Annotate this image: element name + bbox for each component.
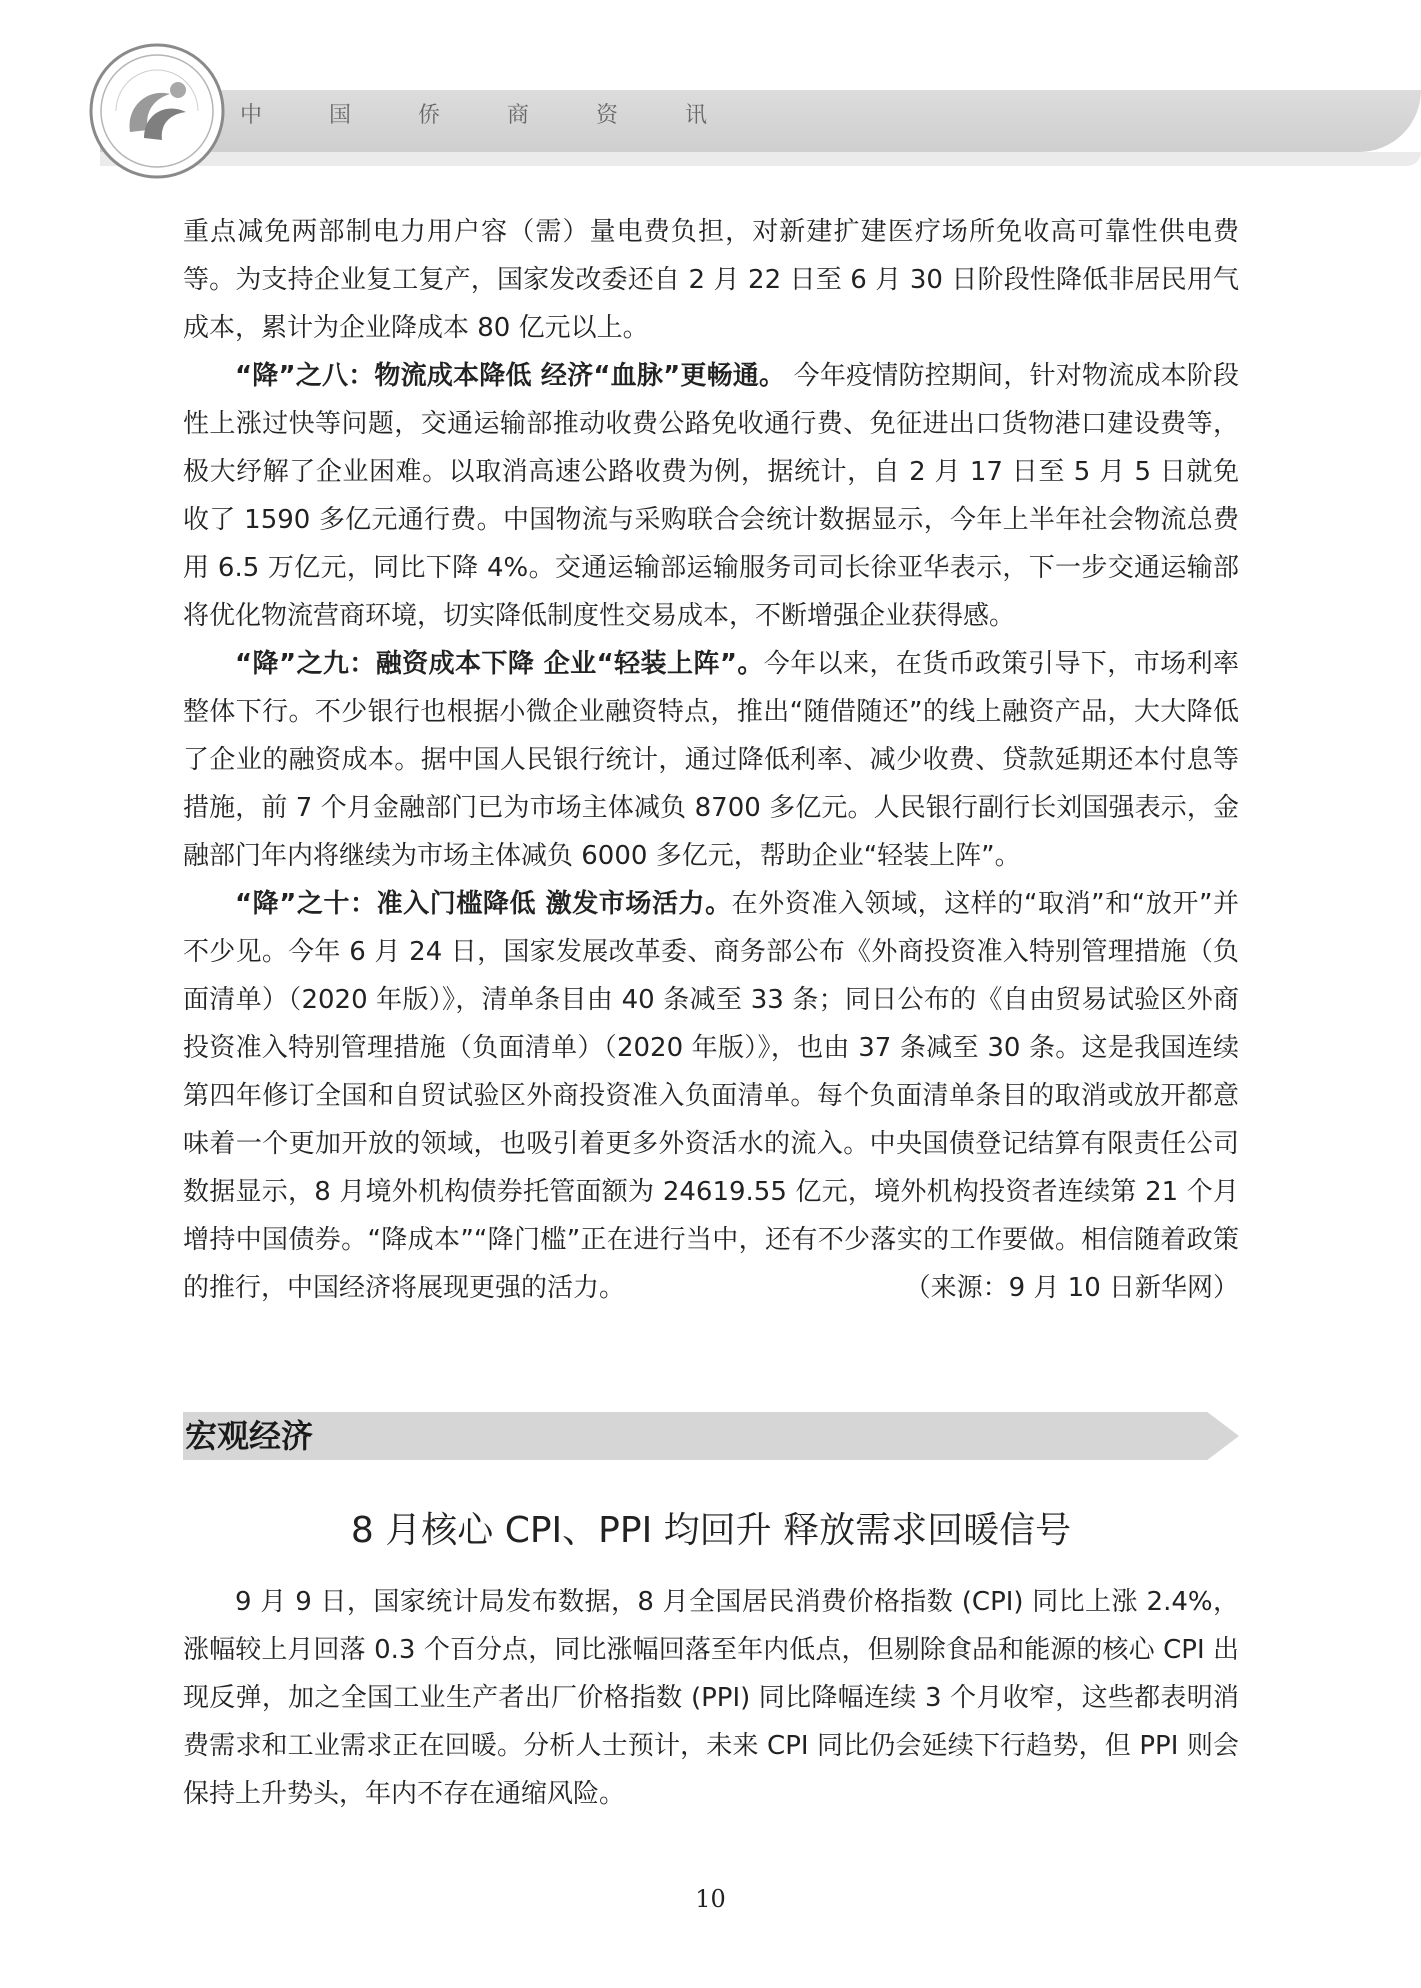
article-title: 8 月核心 CPI、PPI 均回升 释放需求回暖信号	[350, 1510, 1072, 1551]
page-number: 10	[695, 1885, 726, 1913]
paragraph-body: 今年疫情防控期间，针对物流成本阶段性上涨过快等问题，交通运输部推动收费公路免收通行费、免征进出口货物港口建设费等，极大纾解了企业困难。以取消高速公路收费为例，据统计，自 2 月 17 日至 5 月 5 日就免收了 1590 多亿元通行费。中国物流与采购联合会统计数据显示，今年上半年社会物流总费用 6.5 万亿元，同比下降 4%。交通运输部运输服务司司长徐亚华表示，下一步交通运输部将优化物流营商环境，切实降低制度性交易成本，不断增强企业获得感。	[183, 361, 1240, 631]
paragraph-body: 在外资准入领域，这样的“取消”和“放开”并不少见。今年 6 月 24 日，国家发展改革委、商务部公布《外商投资准入特别管理措施（负面清单）（2020 年版）》，清单条目由 40 条减至 33 条；同日公布的《自由贸易试验区外商投资准入特别管理措施（负面清单）（2020 年版）》，也由 37 条减至 30 条。这是我国连续第四年修订全国和自贸试验区外商投资准入负面清单。每个负面清单条目的取消或放开都意味着一个更加开放的领域，也吸引着更多外资活水的流入。中央国债登记结算有限责任公司数据显示，8 月境外机构债券托管面额为 24619.55 亿元，境外机构投资者连续第 21 个月增持中国债券。“降成本”“降门槛”正在进行当中，还有不少落实的工作要做。相信随着政策的推行，中国经济将展现更强的活力。	[183, 889, 1239, 1303]
source-citation: （来源：9 月 10 日新华网）	[904, 1273, 1239, 1303]
article-paragraph: 重点减免两部制电力用户容（需）量电费负担，对新建扩建医疗场所免收高可靠性供电费等。为支持企业复工复产，国家发改委还自 2 月 22 日至 6 月 30 日阶段性降低非居民用气成本，累计为企业降成本 80 亿元以上。	[183, 217, 1239, 343]
article-body	[183, 208, 1239, 1312]
paragraph-body: 今年以来，在货币政策引导下，市场利率整体下行。不少银行也根据小微企业融资特点，推出“随借随还”的线上融资产品，大大降低了企业的融资成本。据中国人民银行统计，通过降低利率、减少收费、贷款延期还本付息等措施，前 7 个月金融部门已为市场主体减负 8700 多亿元。人民银行副行长刘国强表示，金融部门年内将继续为市场主体减负 6000 多亿元，帮助企业“轻装上阵”。	[183, 649, 1239, 871]
article-paragraph	[183, 880, 1239, 1312]
paragraph-lead: “降”之八：物流成本降低 经济“血脉”更畅通。	[235, 361, 786, 391]
article-paragraph: 9 月 9 日，国家统计局发布数据，8 月全国居民消费价格指数 (CPI) 同比上涨 2.4%，涨幅较上月回落 0.3 个百分点，同比涨幅回落至年内低点，但剔除食品和能源的核心 CPI 出现反弹，加之全国工业生产者出厂价格指数 (PPI) 同比降幅连续 3 个月收窄，这些都表明消费需求和工业需求正在回暖。分析人士预计，未来 CPI 同比仍会延续下行趋势，但 PPI 则会保持上升势头，年内不存在通缩风险。	[183, 1587, 1239, 1809]
paragraph-lead: “降”之九：融资成本下降 企业“轻装上阵”。	[235, 649, 764, 679]
article-paragraph	[183, 640, 1239, 880]
header-title: 中 国 侨 商 资 讯	[240, 103, 737, 128]
section-band	[183, 1412, 1239, 1460]
logo-emblem-icon	[86, 40, 228, 182]
section-label: 宏观经济	[185, 1417, 314, 1455]
article-paragraph	[183, 352, 1239, 640]
paragraph-lead: “降”之十：准入门槛降低 激发市场活力。	[235, 889, 732, 919]
